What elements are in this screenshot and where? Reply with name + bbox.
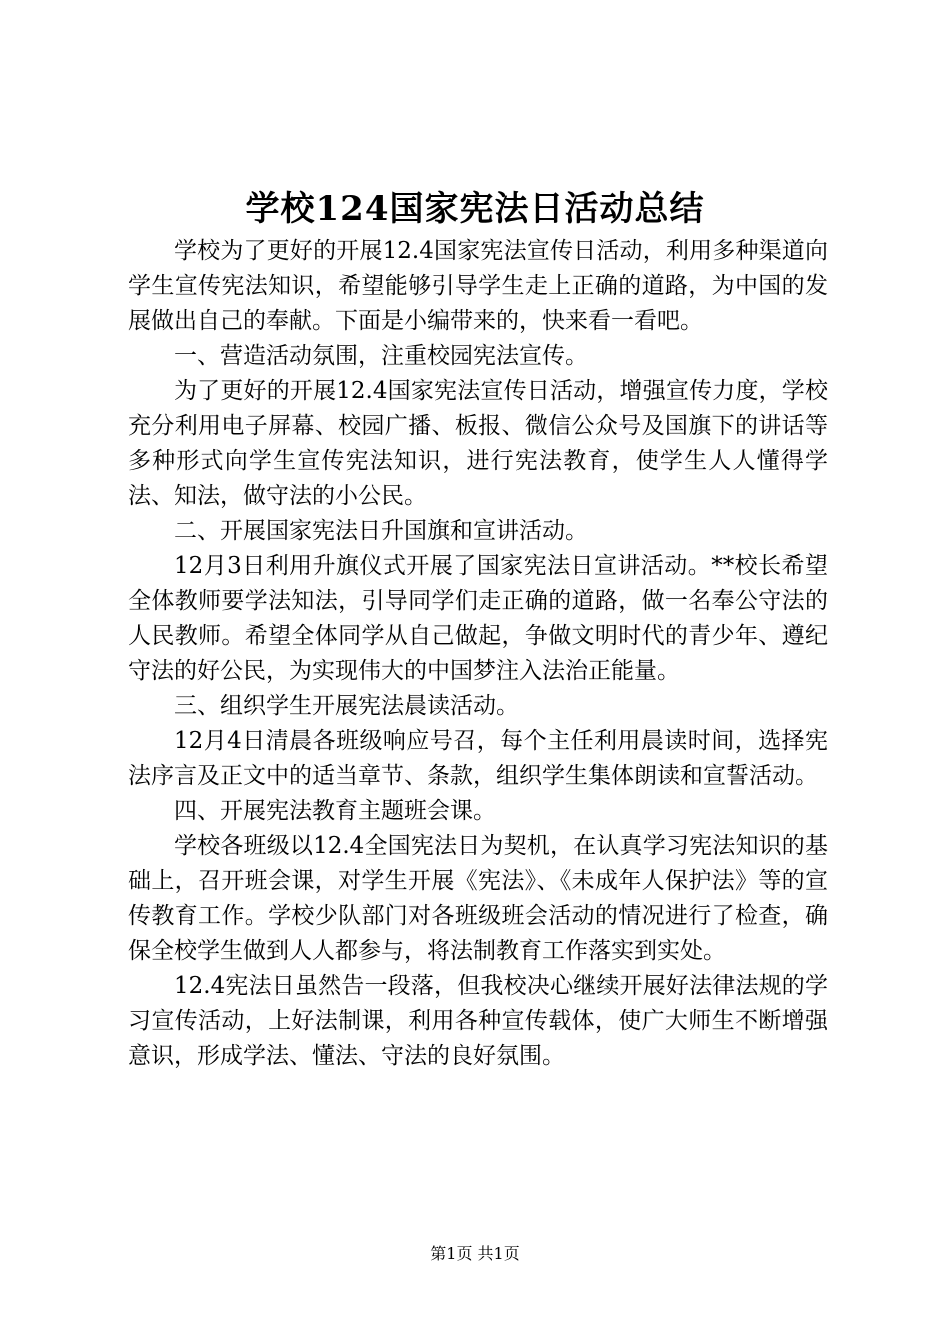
paragraph-conclusion: 12.4宪法日虽然告一段落，但我校决心继续开展好法律法规的学习宣传活动，上好法制课，利用各种宣传载体，使广大师生不断增强意识，形成学法、懂法、守法的良好氛围。 [128, 973, 828, 1069]
section-heading-3: 三、组织学生开展宪法晨读活动。 [174, 693, 519, 719]
document-body [128, 234, 828, 1074]
section-heading-1: 一、营造活动氛围，注重校园宪法宣传。 [174, 343, 588, 369]
paragraph-intro: 学校为了更好的开展12.4国家宪法宣传日活动，利用多种渠道向学生宣传宪法知识，希望能够引导学生走上正确的道路，为中国的发展做出自己的奉献。下面是小编带来的，快来看一看吧。 [128, 238, 828, 334]
paragraph-section-3: 12月4日清晨各班级响应号召，每个主任利用晨读时间，选择宪法序言及正文中的适当章节、条款，组织学生集体朗读和宣誓活动。 [128, 728, 828, 789]
page-footer: 第1页 共1页 [430, 1244, 520, 1263]
section-heading-4: 四、开展宪法教育主题班会课。 [174, 798, 496, 824]
section-heading-2: 二、开展国家宪法日升国旗和宣讲活动。 [174, 518, 588, 544]
paragraph-section-2: 12月3日利用升旗仪式开展了国家宪法日宣讲活动。**校长希望全体教师要学法知法，引导同学们走正确的道路，做一名奉公守法的人民教师。希望全体同学从自己做起，争做文明时代的青少年、遵纪守法的好公民，为实现伟大的中国梦注入法治正能量。 [128, 553, 828, 684]
document-title: 学校124国家宪法日活动总结 [245, 189, 705, 229]
paragraph-section-4: 学校各班级以12.4全国宪法日为契机，在认真学习宪法知识的基础上，召开班会课，对学生开展《宪法》、《未成年人保护法》等的宣传教育工作。学校少队部门对各班级班会活动的情况进行了检查，确保全校学生做到人人都参与，将法制教育工作落实到实处。 [128, 833, 828, 964]
paragraph-section-1: 为了更好的开展12.4国家宪法宣传日活动，增强宣传力度，学校充分利用电子屏幕、校园广播、板报、微信公众号及国旗下的讲话等多种形式向学生宣传宪法知识，进行宪法教育，使学生人人懂得学法、知法，做守法的小公民。 [128, 378, 828, 509]
